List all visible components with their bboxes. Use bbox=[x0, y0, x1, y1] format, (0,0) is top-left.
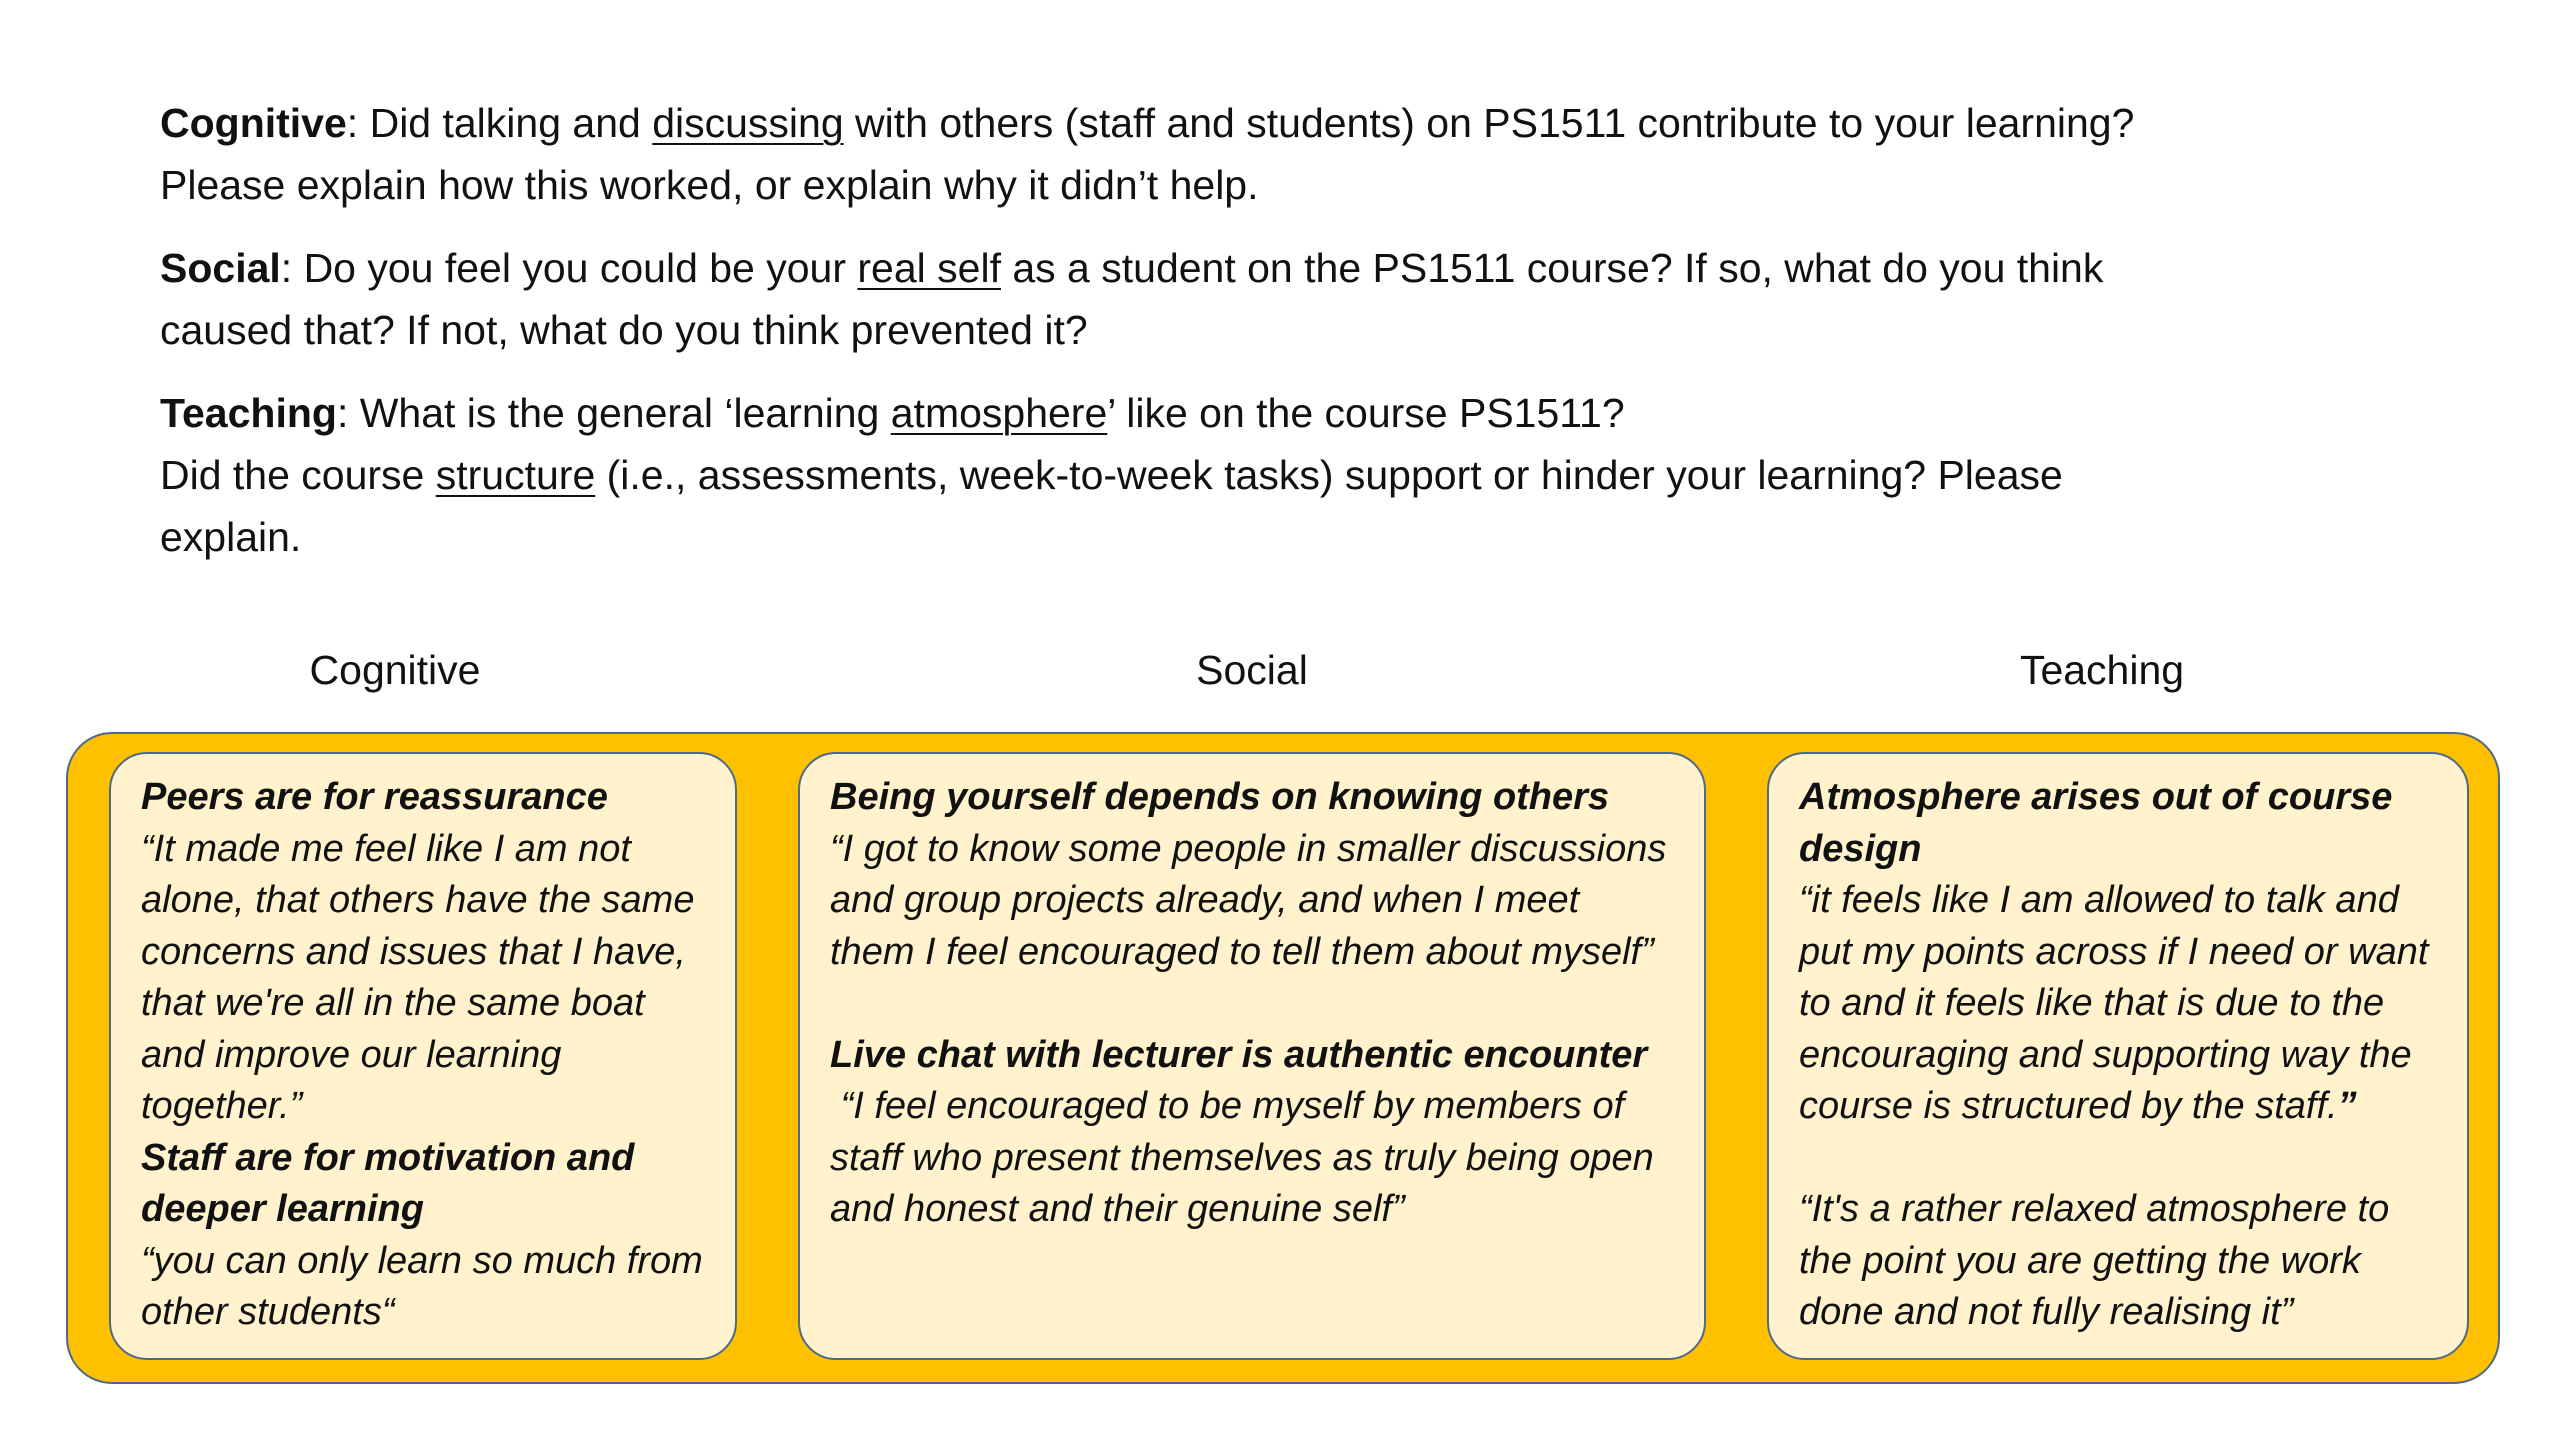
teaching-question-keyword: atmosphere bbox=[890, 390, 1108, 436]
social-quote-2: “I feel encouraged to be myself by members of staff who present themselves as truly being open and honest and their genuine self” bbox=[830, 1085, 1665, 1230]
social-question-keyword: real self bbox=[857, 245, 1001, 291]
teaching-question-line2-post: (i.e., assessments, week-to-week tasks) support or hinder your learning? Please bbox=[595, 452, 2063, 498]
teaching-quote-1 bbox=[1799, 875, 2437, 1133]
teaching-column-heading: Teaching bbox=[2019, 647, 2185, 693]
teaching-question-text-pre: : What is the general ‘learning bbox=[336, 390, 891, 436]
cognitive-quote-1: “It made me feel like I am not alone, that others have the same concerns and issues that I have, that we're all in the same boat and improve our learning together.” bbox=[141, 827, 695, 1127]
cognitive-card bbox=[109, 752, 737, 1360]
teaching-card-spacer bbox=[1799, 1133, 2437, 1185]
teaching-quote-1-close: ” bbox=[2337, 1085, 2357, 1127]
teaching-quote-2: “It's a rather relaxed atmosphere to the point you are getting the work done and not fully realising it” bbox=[1799, 1188, 2390, 1333]
cognitive-theme-1: Peers are for reassurance bbox=[141, 776, 608, 818]
social-card-spacer bbox=[830, 978, 1674, 1030]
social-question-text-pre: : Do you feel you could be your bbox=[280, 245, 858, 291]
cognitive-column-heading: Cognitive bbox=[309, 647, 481, 693]
teaching-question-line3: explain. bbox=[160, 514, 302, 560]
social-question bbox=[160, 237, 2410, 361]
cognitive-question-text-post: with others (staff and students) on PS1511 contribute to your learning? bbox=[843, 100, 2135, 146]
cognitive-question-line2: Please explain how this worked, or explain why it didn’t help. bbox=[160, 162, 1259, 208]
teaching-question-line2-pre: Did the course bbox=[160, 452, 436, 498]
social-quote-1: “I got to know some people in smaller discussions and group projects already, and when I meet them I feel encouraged to tell them about myself” bbox=[830, 827, 1667, 973]
teaching-card bbox=[1767, 752, 2469, 1360]
teaching-theme-1: Atmosphere arises out of course design bbox=[1799, 776, 2393, 870]
cognitive-quote-2: “you can only learn so much from other students“ bbox=[141, 1239, 703, 1333]
social-question-line2: caused that? If not, what do you think prevented it? bbox=[160, 307, 1088, 353]
questions-section bbox=[160, 92, 2410, 589]
teaching-question bbox=[160, 382, 2410, 568]
teaching-question-line2-keyword: structure bbox=[435, 452, 596, 498]
teaching-question-text-post: ’ like on the course PS1511? bbox=[1107, 390, 1625, 436]
social-theme-2: Live chat with lecturer is authentic encounter bbox=[830, 1033, 1648, 1076]
social-question-text-post: as a student on the PS1511 course? If so, what do you think bbox=[1000, 245, 2104, 291]
cognitive-question-text-pre: : Did talking and bbox=[346, 100, 653, 146]
social-card bbox=[798, 752, 1706, 1360]
cognitive-question bbox=[160, 92, 2410, 216]
teaching-question-label: Teaching bbox=[160, 390, 337, 436]
cognitive-question-keyword: discussing bbox=[652, 100, 844, 146]
social-theme-1: Being yourself depends on knowing others bbox=[830, 776, 1610, 818]
social-question-label: Social bbox=[160, 245, 281, 291]
cognitive-question-label: Cognitive bbox=[160, 100, 347, 146]
teaching-quote-1-text: “it feels like I am allowed to talk and put my points across if I need or want to and it feels like that is due to the encouraging and supporting way the course is structured by the staff. bbox=[1799, 879, 2429, 1127]
cognitive-theme-2: Staff are for motivation and deeper learning bbox=[141, 1136, 635, 1230]
social-column-heading: Social bbox=[1196, 647, 1308, 693]
